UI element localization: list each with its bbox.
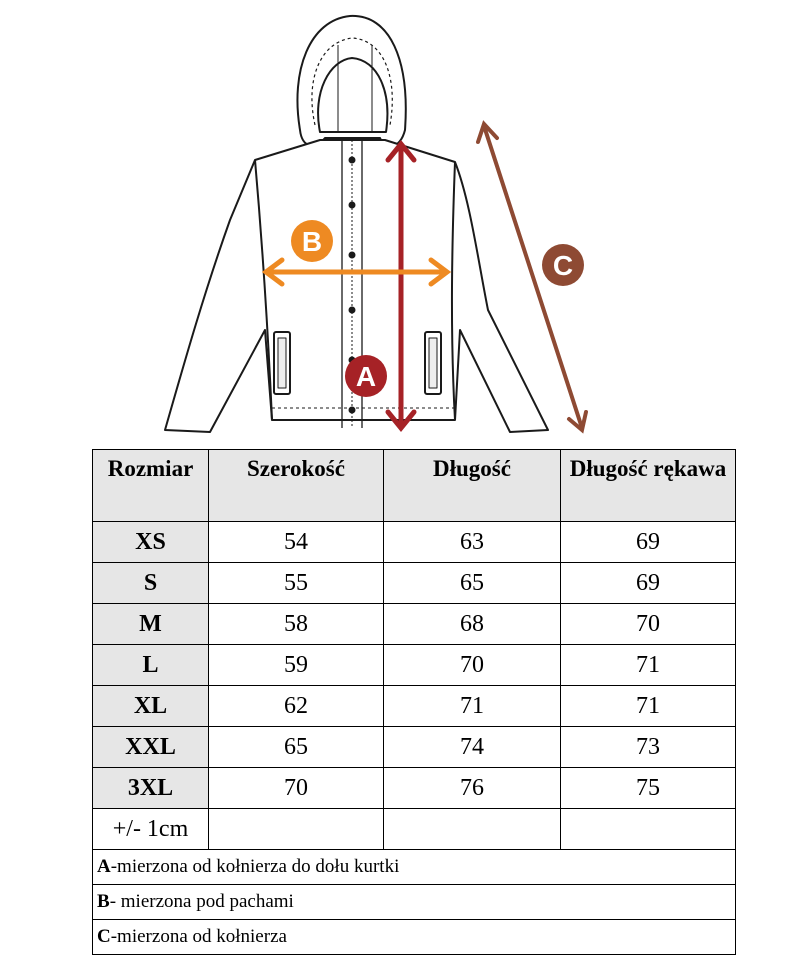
length-cell: 63 <box>384 522 561 563</box>
sleeve-cell: 69 <box>561 563 736 604</box>
size-cell: M <box>93 604 209 645</box>
size-cell: XL <box>93 686 209 727</box>
length-cell: 76 <box>384 768 561 809</box>
tolerance-cell: +/- 1cm <box>93 809 209 850</box>
sleeve-cell: 75 <box>561 768 736 809</box>
svg-text:A: A <box>355 361 377 392</box>
size-cell: 3XL <box>93 768 209 809</box>
size-cell: XXL <box>93 727 209 768</box>
empty-cell <box>209 809 384 850</box>
tolerance-row <box>93 809 736 850</box>
sleeve-cell: 73 <box>561 727 736 768</box>
width-cell: 54 <box>209 522 384 563</box>
svg-text:B: B <box>301 226 323 257</box>
marker-a <box>345 355 387 397</box>
svg-text:C: C <box>552 250 574 281</box>
width-cell: 62 <box>209 686 384 727</box>
note-row-b <box>93 885 736 920</box>
size-cell: S <box>93 563 209 604</box>
table-row <box>93 768 736 809</box>
sleeve-cell: 69 <box>561 522 736 563</box>
width-cell: 55 <box>209 563 384 604</box>
length-cell: 71 <box>384 686 561 727</box>
marker-c <box>542 244 584 286</box>
width-cell: 58 <box>209 604 384 645</box>
note-a: A-mierzona od kołnierza do dołu kurtki <box>93 850 736 885</box>
header-szerokosc: Szerokość <box>209 450 384 522</box>
table-row <box>93 604 736 645</box>
header-row <box>93 450 736 522</box>
length-cell: 74 <box>384 727 561 768</box>
header-dlugosc-rekawa: Długość rękawa <box>561 450 736 522</box>
header-dlugosc: Długość <box>384 450 561 522</box>
length-cell: 70 <box>384 645 561 686</box>
width-cell: 59 <box>209 645 384 686</box>
width-cell: 70 <box>209 768 384 809</box>
size-table <box>92 449 736 955</box>
marker-b <box>291 220 333 262</box>
note-row-c <box>93 920 736 955</box>
table-row <box>93 522 736 563</box>
width-cell: 65 <box>209 727 384 768</box>
empty-cell <box>561 809 736 850</box>
sleeve-cell: 71 <box>561 686 736 727</box>
table-row <box>93 645 736 686</box>
table-row <box>93 563 736 604</box>
empty-cell <box>384 809 561 850</box>
note-c: C-mierzona od kołnierza <box>93 920 736 955</box>
size-cell: L <box>93 645 209 686</box>
jacket-diagram <box>0 0 794 445</box>
note-row-a <box>93 850 736 885</box>
header-rozmiar: Rozmiar <box>93 450 209 522</box>
sleeve-cell: 70 <box>561 604 736 645</box>
table-row <box>93 686 736 727</box>
length-cell: 65 <box>384 563 561 604</box>
note-b: B- mierzona pod pachami <box>93 885 736 920</box>
size-cell: XS <box>93 522 209 563</box>
table-row <box>93 727 736 768</box>
length-cell: 68 <box>384 604 561 645</box>
sleeve-cell: 71 <box>561 645 736 686</box>
